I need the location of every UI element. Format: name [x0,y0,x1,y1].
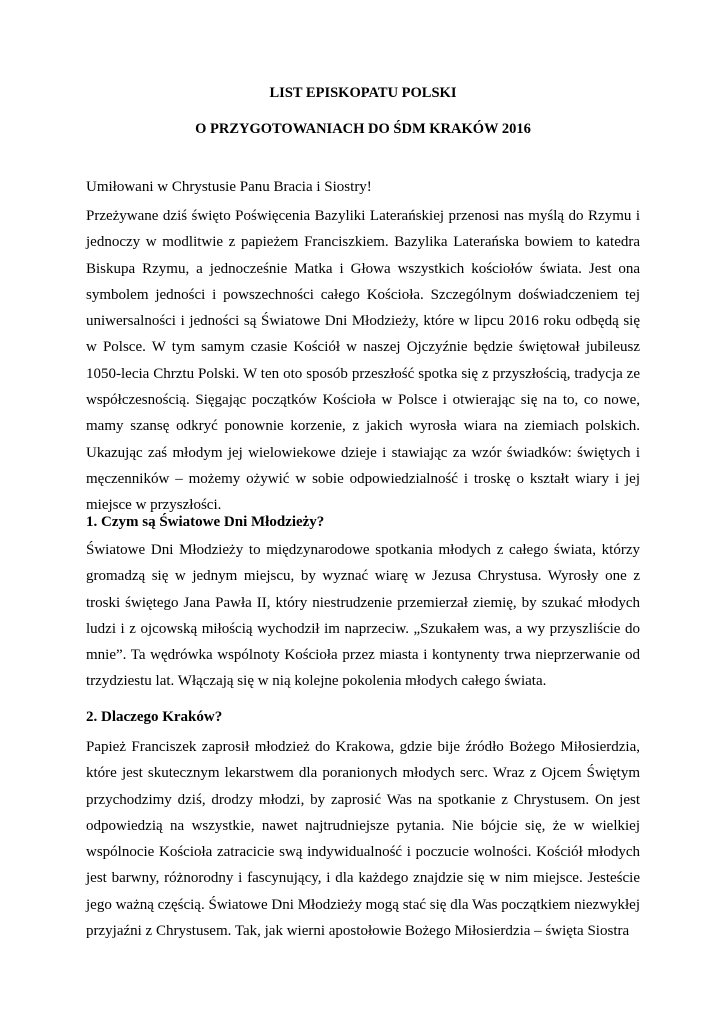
section-paragraph-1: Światowe Dni Młodzieży to międzynarodowe spotkania młodych z całego świata, którzy gromadzą się w jednym miejscu, by wyznać wiarę w Jezusa Chrystusa. Wyrosły one z troski świętego Jana Pawła II, który niestrudzenie przemierzał ziemię, by szukać młodych ludzi i z ojcowską miłością wychodził im naprzeciw. „Szukałem was, a wy przyszliście do mnie”. Ta wędrówka wspólnoty Kościoła przez miasta i kontynenty trwa nieprzerwanie od trzydziestu lat. Włączają się w nią kolejne pokolenia młodych całego świata. [86,542,640,690]
section-heading-1: 1. Czym są Światowe Dni Młodzieży? [86,514,325,530]
document-title: LIST EPISKOPATU POLSKI [269,85,457,101]
section-paragraph-2: Papież Franciszek zaprosił młodzież do Krakowa, gdzie bije źródło Bożego Miłosierdzia, które jest skutecznym lekarstwem dla poranionych młodych serc. Wraz z Ojcem Świętym przychodzimy dziś, drodzy młodzi, by zaprosić Was na spotkanie z Chrystusem. On jest odpowiedzią na wszystkie, nawet najtrudniejsze pytania. Nie bójcie się, że w wielkiej wspólnocie Kościoła zatracicie swą indywidualność i poczucie wolności. Kościół młodych jest barwny, różnorodny i fascynujący, i dla każdego znajdzie się w nim miejsce. Jesteście jego ważną częścią. Światowe Dni Młodzieży mogą stać się dla Was początkiem niezwykłej przyjaźni z Chrystusem. Tak, jak wierni apostołowie Bożego Miłosierdzia – święta Siostra [86,739,640,940]
document-subtitle: O PRZYGOTOWANIACH DO ŚDM KRAKÓW 2016 [195,121,531,137]
document-page [86,0,640,1024]
salutation: Umiłowani w Chrystusie Panu Bracia i Siostry! [86,179,372,195]
intro-paragraph: Przeżywane dziś święto Poświęcenia Bazyliki Laterańskiej przenosi nas myślą do Rzymu i jednoczy w modlitwie z papieżem Franciszkiem. Bazylika Laterańska bowiem to katedra Biskupa Rzymu, a jednocześnie Matka i Głowa wszystkich kościołów świata. Jest ona symbolem jedności i powszechności całego Kościoła. Szczególnym doświadczeniem tej uniwersalności i jedności są Światowe Dni Młodzieży, które w lipcu 2016 roku odbędą się w Polsce. W tym samym czasie Kościół w naszej Ojczyźnie będzie świętował jubileusz 1050-lecia Chrztu Polski. W ten oto sposób przeszłość spotka się z przyszłością, tradycja ze współczesnością. Sięgając początków Kościoła w Polsce i otwierając się na to, co nowe, mamy szansę odkryć ponownie korzenie, z jakich wyrosła wiara na ziemiach polskich. Ukazując zaś młodym jej wielowiekowe dzieje i stawiając za wzór świadków: świętych i męczenników – możemy ożywić w sobie odpowiedzialność i troskę o kształt wiary i jej miejsce w przyszłości. [86,208,640,514]
section-heading-2: 2. Dlaczego Kraków? [86,709,223,725]
